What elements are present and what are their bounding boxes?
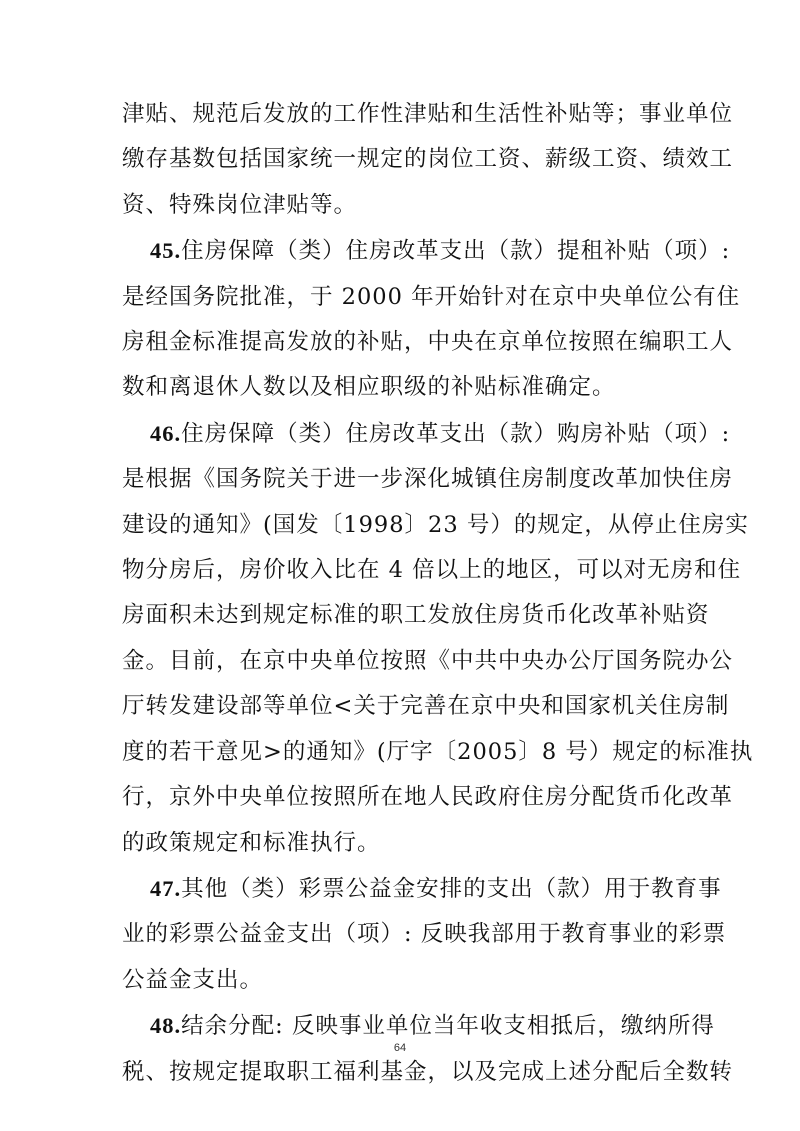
paragraph-item-46 <box>122 411 754 866</box>
text-line: 是经国务院批准，于 2000 年开始针对在京中央单位公有住 <box>122 283 741 310</box>
paragraph-item-45 <box>122 228 741 411</box>
item-heading-text: 其他（类）彩票公益金安排的支出（款）用于教育事 <box>181 875 722 902</box>
text-line: 的政策规定和标准执行。 <box>122 829 381 856</box>
item-heading-line <box>122 866 722 912</box>
text-line: 厅转发建设部等单位<关于完善在京中央和国家机关住房制 <box>122 693 730 720</box>
item-number: 48. <box>150 1013 182 1039</box>
item-number: 47. <box>150 875 182 901</box>
item-heading-text: 住房保障（类）住房改革支出（款）购房补贴（项）: <box>181 420 731 447</box>
text-line: 行，京外中央单位按照所在地人民政府住房分配货币化改革 <box>122 784 734 811</box>
item-heading-line <box>122 411 731 457</box>
document-body <box>122 92 754 1095</box>
text-line: 物分房后，房价收入比在 4 倍以上的地区，可以对无房和住 <box>122 557 742 584</box>
text-line: 房面积未达到规定标准的职工发放住房货币化改革补贴资 <box>122 602 710 629</box>
item-heading-text: 结余分配: 反映事业单位当年收支相抵后，缴纳所得 <box>181 1013 715 1040</box>
item-number: 46. <box>150 420 182 446</box>
text-line: 是根据《国务院关于进一步深化城镇住房制度改革加快住房 <box>122 466 734 493</box>
text-line: 金。目前，在京中央单位按照《中共中央办公厅国务院办公 <box>122 647 734 674</box>
text-line: 缴存基数包括国家统一规定的岗位工资、薪级工资、绩效工 <box>122 146 734 173</box>
text-line: 资、特殊岗位津贴等。 <box>122 191 358 218</box>
text-line: 业的彩票公益金支出（项）: 反映我部用于教育事业的彩票 <box>122 921 727 948</box>
text-line: 数和离退休人数以及相应职级的补贴标准确定。 <box>122 374 616 401</box>
text-line: 津贴、规范后发放的工作性津贴和生活性补贴等；事业单位 <box>122 101 734 127</box>
text-line: 税、按规定提取职工福利基金，以及完成上述分配后全数转 <box>122 1058 734 1085</box>
text-line: 公益金支出。 <box>122 966 264 993</box>
text-line: 建设的通知》(国发〔1998〕23 号）的规定，从停止住房实 <box>122 511 749 538</box>
text-line: 房租金标准提高发放的补贴，中央在京单位按照在编职工人 <box>122 329 734 356</box>
paragraph-item-47 <box>122 866 727 1003</box>
text-line: 度的若干意见>的通知》(厅字〔2005〕8 号）规定的标准执 <box>122 738 754 765</box>
page-number: 64 <box>393 1042 407 1054</box>
item-number: 45. <box>150 238 182 264</box>
item-heading-line <box>122 228 731 274</box>
item-heading-text: 住房保障（类）住房改革支出（款）提租补贴（项）: <box>181 238 731 265</box>
paragraph-continued <box>122 92 734 228</box>
